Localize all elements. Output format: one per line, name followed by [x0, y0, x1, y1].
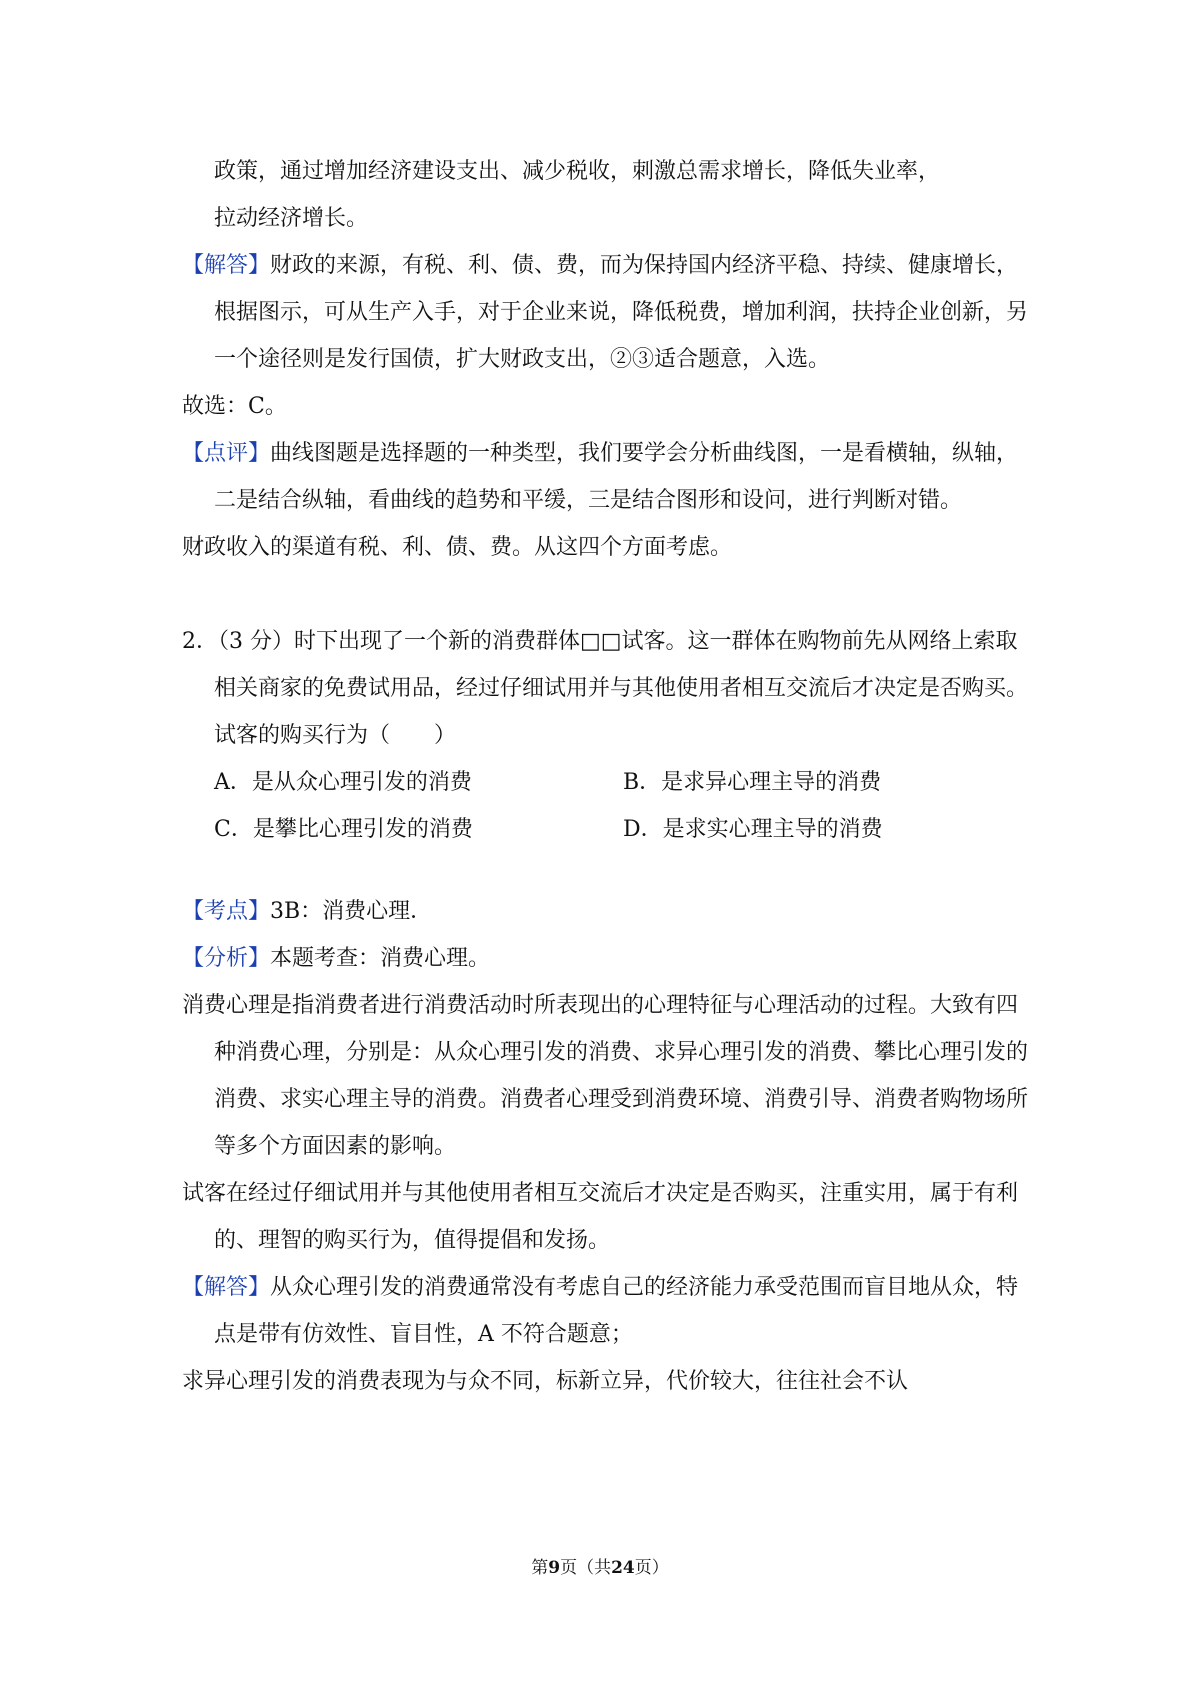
footer-prefix: 第 [531, 1558, 549, 1578]
analysis-tag: 【分析】 [182, 946, 271, 971]
option-b: B．是求异心理主导的消费 [623, 770, 882, 795]
footer-suffix: 页） [634, 1558, 669, 1578]
options-row [214, 759, 1032, 806]
answer-tag: 【解答】 [182, 253, 271, 278]
spacer [182, 853, 1032, 888]
q2-options [182, 759, 1032, 853]
q1-continuation-line2: 拉动经济增长。 [214, 206, 369, 231]
q2-kaodian [182, 888, 1032, 935]
q2-answer-text: 从众心理引发的消费通常没有考虑自己的经济能力承受范围而盲目地从众，特点是带有仿效性、盲目性，A 不符合题意； [214, 1275, 1019, 1347]
q2-answer [182, 1264, 1032, 1358]
q1-answer-text: 财政的来源，有税、利、债、费，而为保持国内经济平稳、持续、健康增长，根据图示，可从生产入手，对于企业来说，降低税费，增加利润，扶持企业创新，另一个途径则是发行国债，扩大财政支出，②③适合题意，入选。 [214, 253, 1029, 372]
q2-stem: 2．（3 分）时下出现了一个新的消费群体□□试客。这一群体在购物前先从网络上索取相关商家的免费试用品，经过仔细试用并与其他使用者相互交流后才决定是否购买。试客的购买行为（ ） [182, 629, 1029, 748]
q2-analysis [182, 935, 1032, 982]
q1-comment-extra: 财政收入的渠道有税、利、债、费。从这四个方面考虑。 [182, 535, 733, 560]
kaodian-tag: 【考点】 [182, 899, 271, 924]
comment-tag: 【点评】 [182, 441, 271, 466]
option-a: A．是从众心理引发的消费 [214, 770, 472, 795]
q1-answer [182, 242, 1032, 383]
q2-analysis-p2: 试客在经过仔细试用并与其他使用者相互交流后才决定是否购买，注重实用，属于有利的、理智的购买行为，值得提倡和发扬。 [182, 1181, 1019, 1253]
option-d: D．是求实心理主导的消费 [623, 817, 883, 842]
q1-comment-text: 曲线图题是选择题的一种类型，我们要学会分析曲线图，一是看横轴，纵轴，二是结合纵轴，看曲线的趋势和平缓，三是结合图形和设问，进行判断对错。 [214, 441, 1019, 513]
option-c: C．是攀比心理引发的消费 [214, 817, 473, 842]
spacer [182, 571, 1032, 618]
q1-conclusion: 故选：C。 [182, 394, 287, 419]
footer-total-pages: 24 [611, 1558, 635, 1578]
q1-continuation-line1: 政策，通过增加经济建设支出、减少税收，刺激总需求增长，降低失业率， [214, 159, 941, 184]
q2-analysis-text: 本题考查：消费心理。 [270, 946, 491, 971]
answer-tag: 【解答】 [182, 1275, 271, 1300]
page-footer [0, 1553, 1200, 1578]
q2-analysis-p1: 消费心理是指消费者进行消费活动时所表现出的心理特征与心理活动的过程。大致有四种消费心理，分别是：从众心理引发的消费、求异心理引发的消费、攀比心理引发的消费、求实心理主导的消费。消费者心理受到消费环境、消费引导、消费者购物场所等多个方面因素的影响。 [182, 993, 1029, 1159]
footer-page-number: 9 [548, 1558, 561, 1578]
options-row [214, 806, 1032, 853]
page-content [182, 148, 1032, 1405]
footer-mid: 页（共 [560, 1558, 612, 1578]
q2-kaodian-text: 3B：消费心理． [270, 899, 433, 924]
q2-answer-p2: 求异心理引发的消费表现为与众不同，标新立异，代价较大，往往社会不认 [182, 1369, 909, 1394]
q1-comment [182, 430, 1032, 524]
